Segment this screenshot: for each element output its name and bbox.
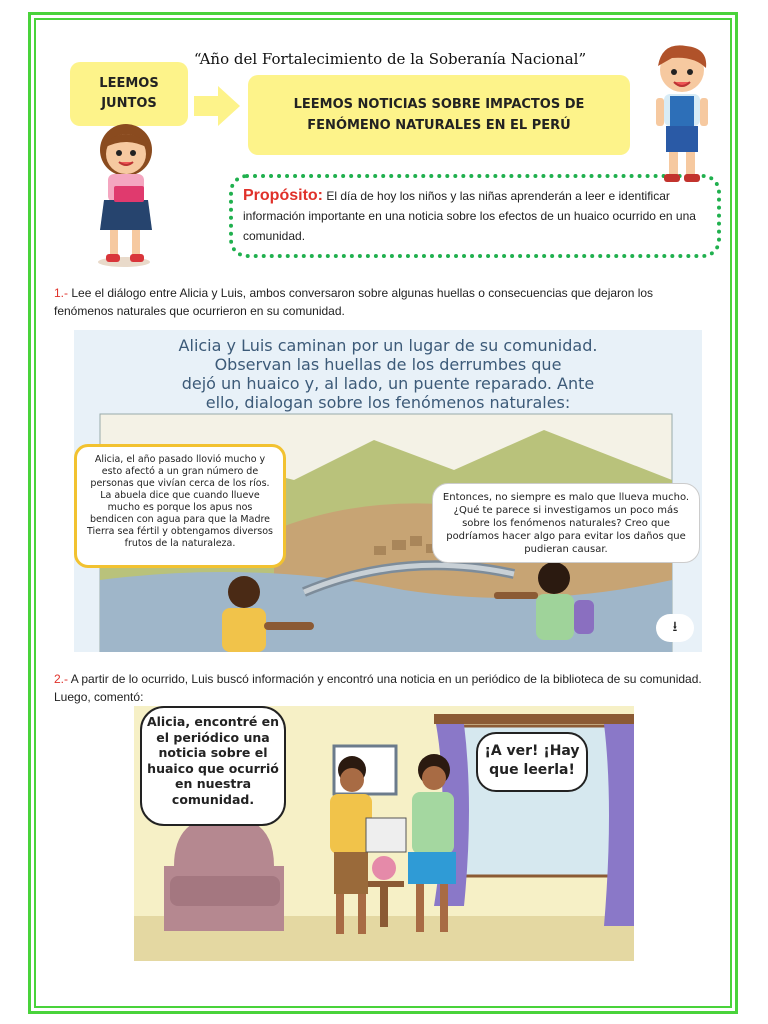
lesson-title-line2: FENÓMENO NATURALES EN EL PERÚ	[307, 118, 571, 133]
section-label-line2: JUNTOS	[101, 96, 157, 111]
girl-reading-illustration	[86, 122, 168, 270]
boy-illustration	[642, 40, 722, 188]
download-icon: ⭳	[672, 619, 678, 635]
section-label-line1: LEEMOS	[99, 76, 159, 91]
question-2	[54, 670, 714, 706]
scene-caption-line3: dejó un huaico y, al lado, un puente reparado. Ante	[181, 374, 595, 393]
scene-caption	[74, 336, 702, 412]
dialogue-illustration	[74, 330, 702, 652]
question-1-number: 1.-	[54, 286, 69, 300]
newspaper-illustration	[134, 706, 634, 961]
lesson-title-line1: LEEMOS NOTICIAS SOBRE IMPACTOS DE	[293, 97, 585, 112]
scene-caption-line4: ello, dialogan sobre los fenómenos naturales:	[205, 393, 571, 412]
purpose-label: Propósito:	[243, 187, 323, 204]
arrow-right-icon	[194, 86, 240, 126]
lesson-title	[248, 75, 630, 155]
year-motto: “Año del Fortalecimiento de la Soberanía Nacional”	[193, 50, 587, 68]
question-1	[54, 284, 714, 320]
speech-bubble-alicia-2: ¡A ver! ¡Hay que leerla!	[476, 732, 588, 792]
speech-bubble-alicia-1: Entonces, no siempre es malo que llueva mucho. ¿Qué te parece si investigamos un poco más sobre los fenómenos naturales? Creo que podríamos hacer algo para evitar los daños que pudieran causar.	[432, 483, 700, 563]
download-button[interactable]	[656, 614, 694, 642]
speech-bubble-luis-1: Alicia, el año pasado llovió mucho y esto afectó a un gran número de personas que vivían cerca de los ríos. La abuela dice que cuando llueve mucho es porque los apus nos bendicen con agua para que la Madre Tierra sea fértil y obtengamos diversos frutos de la naturaleza.	[74, 444, 286, 568]
question-1-text: Lee el diálogo entre Alicia y Luis, ambos conversaron sobre algunas huellas o consecuencias que dejaron los fenómenos naturales que ocurrieron en su comunidad.	[54, 286, 654, 318]
speech-bubble-luis-2: Alicia, encontré en el periódico una noticia sobre el huaico que ocurrió en nuestra comunidad.	[140, 706, 286, 826]
scene-caption-line1: Alicia y Luis caminan por un lugar de su comunidad.	[178, 336, 598, 355]
question-2-text: A partir de lo ocurrido, Luis buscó información y encontró una noticia en un periódico de la biblioteca de su comunidad. Luego, comentó:	[54, 672, 702, 704]
question-2-number: 2.-	[54, 672, 69, 686]
section-label	[70, 62, 188, 126]
scene-caption-line2: Observan las huellas de los derrumbes que	[214, 355, 562, 374]
purpose-text: El día de hoy los niños y las niñas aprenderán a leer e identificar información importante en una noticia sobre los efectos de un huaico ocurrido en una comunidad.	[243, 189, 696, 243]
